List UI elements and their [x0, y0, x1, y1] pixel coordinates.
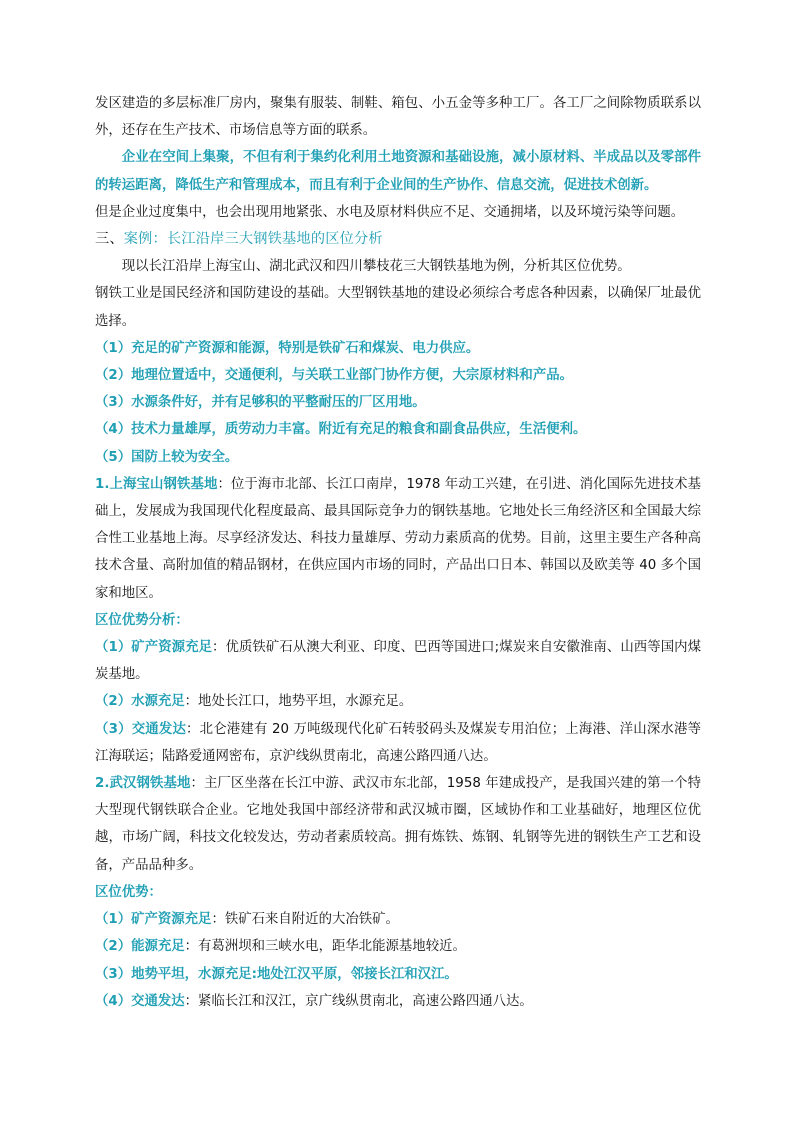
point-text: ：铁矿石来自附近的大冶铁矿。: [211, 912, 399, 928]
wuhan-point: [95, 933, 701, 960]
cluster-benefits-paragraph: 企业在空间上集聚，不但有利于集约化利用土地资源和基础设施，减小原材料、半成品以及零部件的转运距离，降低生产和管理成本，而且有利于企业间的生产协作、信息交流，促进技术创新。: [95, 150, 701, 193]
section-intro: 现以长江沿岸上海宝山、湖北武汉和四川攀枝花三大钢铁基地为例，分析其区位优势。: [121, 259, 631, 275]
wuhan-label: 2.武汉钢铁基地: [95, 776, 191, 792]
point-text: ：北仑港建有 20 万吨级现代化矿石转驳码头及煤炭专用泊位；上海港、洋山深水港等江海联运；陆路爱通网密布，京沪线纵贯南北，高速公路四通八达。: [95, 721, 701, 764]
intro-paragraph: 发区建造的多层标准厂房内，聚集有服装、制鞋、箱包、小五金等多种工厂。各工厂之间除物质联系以外，还存在生产技术、市场信息等方面的联系。: [95, 96, 701, 139]
wuhan-point: [95, 961, 701, 988]
baoshan-point: [95, 634, 701, 688]
cluster-drawbacks-paragraph: 但是企业过度集中，也会出现用地紧张、水电及原材料供应不足、交通拥堵，以及环境污染等问题。: [95, 204, 685, 220]
point-label: （3）地势平坦，水源充足:地处江汉平原，邻接长江和汉江。: [95, 966, 458, 982]
point-text: ：优质铁矿石从澳大利亚、印度、巴西等国进口;煤炭来自安徽淮南、山西等国内煤炭基地。: [95, 640, 701, 683]
factor-item: （1）充足的矿产资源和能源，特别是铁矿石和煤炭、电力供应。: [95, 340, 480, 356]
wuhan-point: [95, 988, 701, 1015]
section-title: 案例：长江沿岸三大钢铁基地的区位分析: [123, 231, 383, 248]
point-text: ：紧临长江和汉江，京广线纵贯南北，高速公路四通八达。: [184, 993, 533, 1009]
point-text: ：地处长江口，地势平坦，水源充足。: [184, 694, 413, 710]
point-text: ：有葛洲坝和三峡水电，距华北能源基地较近。: [184, 939, 466, 955]
document-body: [95, 90, 701, 1015]
baoshan-point: [95, 688, 701, 715]
section-basis: 钢铁工业是国民经济和国防建设的基础。大型钢铁基地的建设必须综合考虑各种因素，以确保厂址最优选择。: [95, 286, 701, 329]
factor-item: （2）地理位置适中，交通便利，与关联工业部门协作方便，大宗原材料和产品。: [95, 368, 573, 384]
point-label: （3）交通发达: [95, 721, 187, 737]
wuhan-point: [95, 906, 701, 933]
baoshan-paragraph: [95, 471, 701, 607]
point-label: （2）能源充足: [95, 939, 185, 955]
baoshan-label: 1.上海宝山钢铁基地: [95, 476, 218, 492]
factor-item: （3）水源条件好，并有足够积的平整耐压的厂区用地。: [95, 395, 426, 411]
wuhan-paragraph: [95, 770, 701, 879]
baoshan-text: ：位于海市北部、长江口南岸，1978 年动工兴建，在引进、消化国际先进技术基础上，发展成为我国现代化程度最高、最具国际竞争力的钢铁基地。它地处长三角经济区和全国最大综合性工业基地上海。尽享经济发达、科技力量雄厚、劳动力素质高的优势。目前，这里主要生产各种高技术含量、高附加值的精品钢材，在供应国内市场的同时，产品出口日本、韩国以及欧美等 40 多个国家和地区。: [95, 476, 701, 601]
point-label: （1）矿产资源充足: [95, 912, 212, 928]
section-heading: [95, 226, 701, 253]
wuhan-analysis-heading: 区位优势：: [95, 884, 162, 900]
point-label: （4）交通发达: [95, 993, 185, 1009]
factor-item: （5）国防上较为安全。: [95, 449, 239, 465]
baoshan-point: [95, 716, 701, 770]
point-label: （1）矿产资源充足: [95, 640, 213, 656]
factor-item: （4）技术力量雄厚，质劳动力丰富。附近有充足的粮食和副食品供应，生活便利。: [95, 422, 587, 438]
wuhan-text: ：主厂区坐落在长江中游、武汉市东北部，1958 年建成投产，是我国兴建的第一个特大型现代钢铁联合企业。它地处我国中部经济带和武汉城市圈，区域协作和工业基础好，地理区位优越，市场广阔，科技文化较发达，劳动者素质较高。拥有炼铁、炼钢、轧钢等先进的钢铁生产工艺和设备，产品品种多。: [95, 776, 701, 873]
point-label: （2）水源充足: [95, 694, 185, 710]
baoshan-analysis-heading: 区位优势分析：: [95, 612, 189, 628]
section-prefix: 三、: [95, 231, 124, 248]
